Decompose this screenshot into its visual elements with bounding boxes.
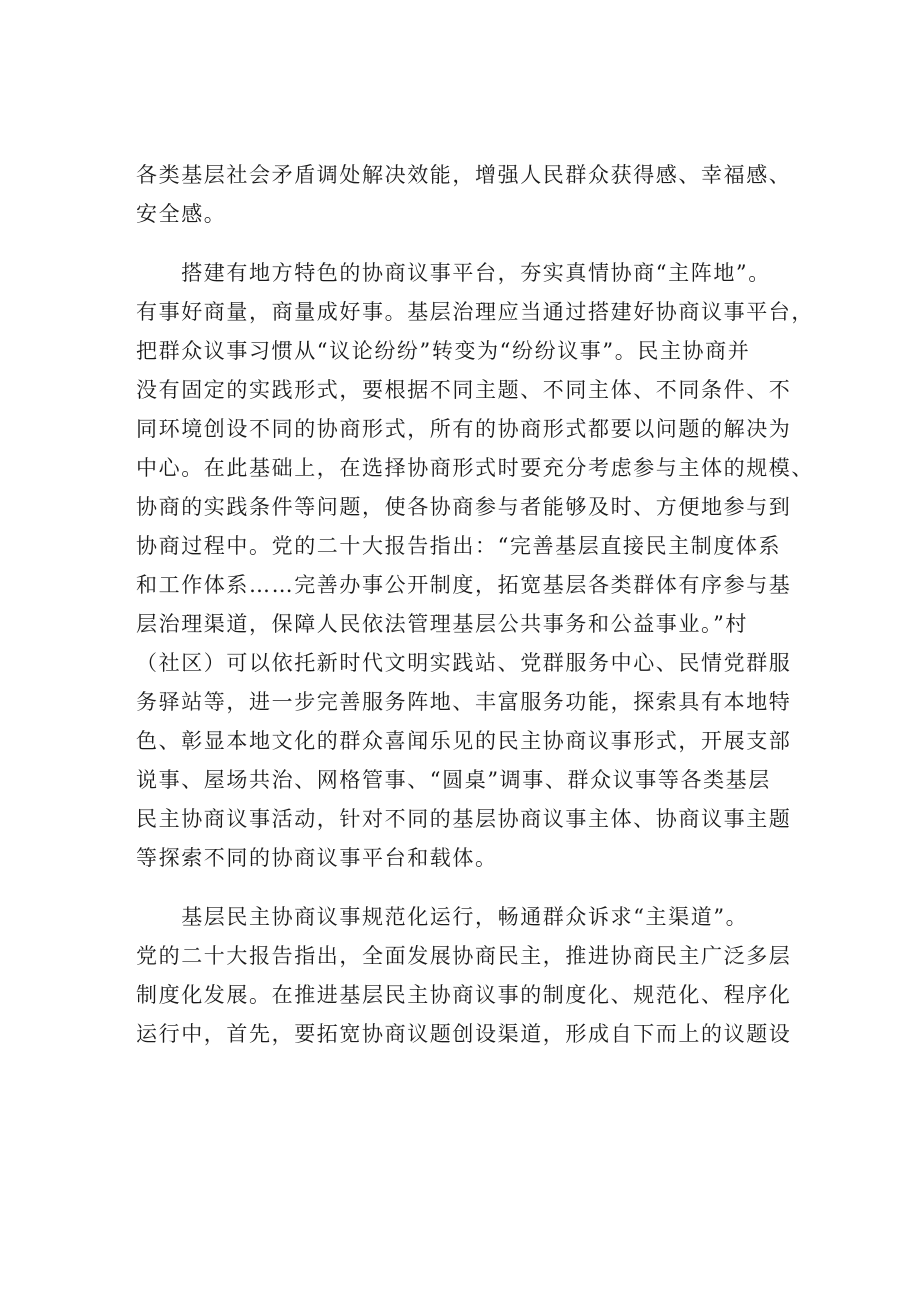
text-line: 色、彰显本地文化的群众喜闻乐见的民主协商议事形式，开展支部 <box>136 729 792 753</box>
text-line: 协商过程中。党的二十大报告指出：“完善基层直接民主制度体系 <box>136 534 782 558</box>
paragraph <box>136 898 796 1054</box>
text-line: 搭建有地方特色的协商议事平台，夯实真情协商“主阵地”。 <box>136 261 771 285</box>
text-line: 制度化发展。在推进基层民主协商议事的制度化、规范化、程序化 <box>136 983 792 1007</box>
text-line: （社区）可以依托新时代文明实践站、党群服务中心、民情党群服 <box>136 651 792 675</box>
text-line: 等探索不同的协商议事平台和载体。 <box>136 846 498 870</box>
text-line: 把群众议事习惯从“议论纷纷”转变为“纷纷议事”。民主协商并 <box>136 339 751 363</box>
text-line: 中心。在此基础上，在选择协商形式时要充分考虑参与主体的规模、 <box>136 456 814 480</box>
text-line: 没有固定的实践形式，要根据不同主题、不同主体、不同条件、不 <box>136 378 792 402</box>
paragraph <box>136 254 814 878</box>
text-line: 和工作体系……完善办事公开制度，拓宽基层各类群体有序参与基 <box>136 573 792 597</box>
paragraph-spacer <box>136 878 796 898</box>
paragraph <box>136 156 796 234</box>
text-line: 基层民主协商议事规范化运行，畅通群众诉求“主渠道”。 <box>136 905 749 929</box>
document-body <box>136 156 814 1054</box>
text-line: 同环境创设不同的协商形式，所有的协商形式都要以问题的解决为 <box>136 417 792 441</box>
text-line: 说事、屋场共治、网格管事、“圆桌”调事、群众议事等各类基层 <box>136 768 771 792</box>
text-line: 务驿站等，进一步完善服务阵地、丰富服务功能，探索具有本地特 <box>136 690 792 714</box>
text-line: 党的二十大报告指出，全面发展协商民主，推进协商民主广泛多层 <box>136 944 792 968</box>
text-line: 有事好商量，商量成好事。基层治理应当通过搭建好协商议事平台， <box>136 300 814 324</box>
text-line: 民主协商议事活动，针对不同的基层协商议事主体、协商议事主题 <box>136 807 792 831</box>
text-line: 层治理渠道，保障人民依法管理基层公共事务和公益事业。”村 <box>136 612 749 636</box>
paragraph-spacer <box>136 234 796 254</box>
text-line: 各类基层社会矛盾调处解决效能，增强人民群众获得感、幸福感、 <box>136 163 792 187</box>
text-line: 安全感。 <box>136 202 227 226</box>
text-line: 运行中，首先，要拓宽协商议题创设渠道，形成自下而上的议题设 <box>136 1022 792 1046</box>
text-line: 协商的实践条件等问题，使各协商参与者能够及时、方便地参与到 <box>136 495 792 519</box>
